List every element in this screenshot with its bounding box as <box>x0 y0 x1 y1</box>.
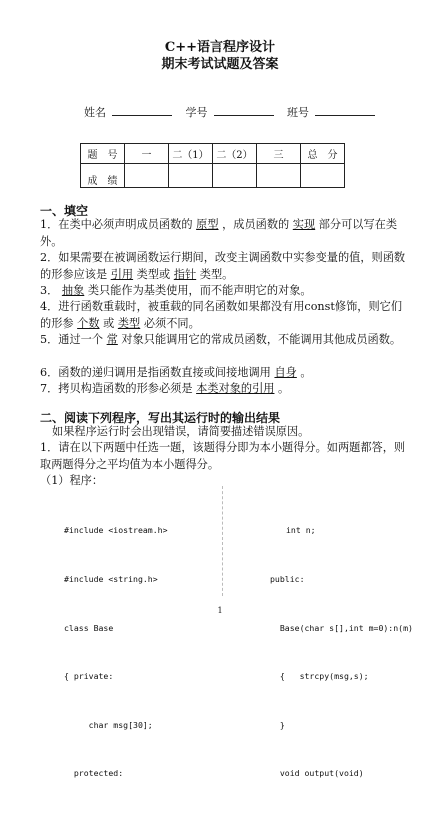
section2-title: 二、阅读下列程序，写出其运行时的输出结果 <box>40 411 281 425</box>
q4-text: 4．进行函数重载时，被重载的同名函数如果都没有用const修饰，则它们的形参 <box>40 300 403 330</box>
code-line: { private: <box>64 671 114 682</box>
code-line: { strcpy(msg,s); <box>270 671 369 682</box>
q1-answer-1: 原型 <box>196 218 219 231</box>
document-subtitle: 期末考试试题及答案 <box>161 57 279 72</box>
score-header-cell: 二（2） <box>213 144 257 164</box>
score-header-cell: 题 号 <box>81 144 125 164</box>
question-1 <box>40 217 412 250</box>
q2-answer-2: 指针 <box>173 267 197 281</box>
q6-text: 。 <box>300 366 312 379</box>
question-5 <box>40 332 412 349</box>
code-line: class Base <box>64 622 114 633</box>
q4-text: 或 <box>103 316 115 330</box>
q3-answer: 抽象 <box>61 284 85 297</box>
section2-item-1-sub: （1）程序： <box>40 474 104 487</box>
code-right <box>270 490 413 814</box>
score-cell <box>213 164 257 188</box>
code-left <box>64 490 168 814</box>
code-line: protected: <box>64 768 124 779</box>
score-row-label: 成 绩 <box>81 164 125 188</box>
q2-text: 类型或 <box>136 267 171 281</box>
score-header-cell: 一 <box>125 144 169 164</box>
score-header-cell: 二（1） <box>169 144 213 164</box>
question-3 <box>40 283 412 300</box>
page-number: 1 <box>217 606 223 615</box>
q1-answer-2: 实现 <box>292 218 316 231</box>
q6-text: 6．函数的递归调用是指函数直接或间接地调用 <box>40 366 271 379</box>
code-line: } <box>270 719 285 730</box>
code-line: #include <string.h> <box>64 574 158 585</box>
section2-item-1: 1．请在以下两题中任选一题，该题得分即为本小题得分。如两题都答，则取两题得分之平均值为本小题得分。 <box>40 441 406 471</box>
q5-text: 对象只能调用它的常成员函数，不能调用其他成员函数。 <box>121 333 402 346</box>
q3-text: 类只能作为基类使用，而不能声明它的对象。 <box>87 284 312 297</box>
section1-title: 一、填空 <box>40 204 89 218</box>
q2-answer-1: 引用 <box>110 267 134 281</box>
score-header-cell: 总 分 <box>301 144 345 164</box>
code-column-divider <box>222 486 223 596</box>
id-blank <box>214 105 274 116</box>
score-cell <box>301 164 345 188</box>
score-header-cell: 三 <box>257 144 301 164</box>
q7-answer: 本类对象的引用 <box>196 382 275 395</box>
score-table <box>80 143 345 188</box>
question-4 <box>40 299 412 332</box>
score-table-score-row <box>81 164 345 188</box>
q5-answer: 常 <box>106 333 118 346</box>
q2-text: 2．如果需要在被调函数运行期间，改变主调函数中实参变量的值，则函数的形参应该是 <box>40 251 406 281</box>
score-cell <box>257 164 301 188</box>
q1-text: 1．在类中必须声明成员函数的 <box>40 218 193 231</box>
document-title: C++语言程序设计 <box>164 40 276 55</box>
section2-intro: 如果程序运行时会出现错误，请简要描述错误原因。 <box>52 425 310 438</box>
code-line: public: <box>270 574 305 585</box>
q4-answer-2: 类型 <box>117 316 141 330</box>
q5-text: 5．通过一个 <box>40 333 104 346</box>
question-7 <box>40 381 412 398</box>
class-label: 班号 <box>287 106 309 119</box>
code-line: int n; <box>286 525 316 536</box>
question-6 <box>40 365 412 382</box>
class-blank <box>315 105 375 116</box>
q1-text: ，成员函数的 <box>222 218 290 231</box>
question-2 <box>40 250 412 283</box>
score-table-header-row <box>81 144 345 164</box>
q4-answer-1: 个数 <box>77 316 100 330</box>
score-cell <box>125 164 169 188</box>
q4-text: 必须不同。 <box>143 316 200 330</box>
name-label: 姓名 <box>84 106 106 119</box>
q1-text: 部分可以写在类外。 <box>40 218 398 248</box>
q7-text: 。 <box>278 382 290 395</box>
q2-text: 类型。 <box>199 267 234 281</box>
q3-text: 3． <box>40 284 59 297</box>
student-info-row <box>84 104 385 120</box>
code-line: Base(char s[],int m=0):n(m) <box>270 622 413 633</box>
code-line: #include <iostream.h> <box>64 525 168 536</box>
score-cell <box>169 164 213 188</box>
code-line: char msg[30]; <box>64 719 153 730</box>
q7-text: 7．拷贝构造函数的形参必须是 <box>40 382 193 395</box>
code-line: void output(void) <box>270 768 364 779</box>
name-blank <box>112 105 172 116</box>
id-label: 学号 <box>185 106 208 119</box>
q6-answer: 自身 <box>274 366 297 379</box>
